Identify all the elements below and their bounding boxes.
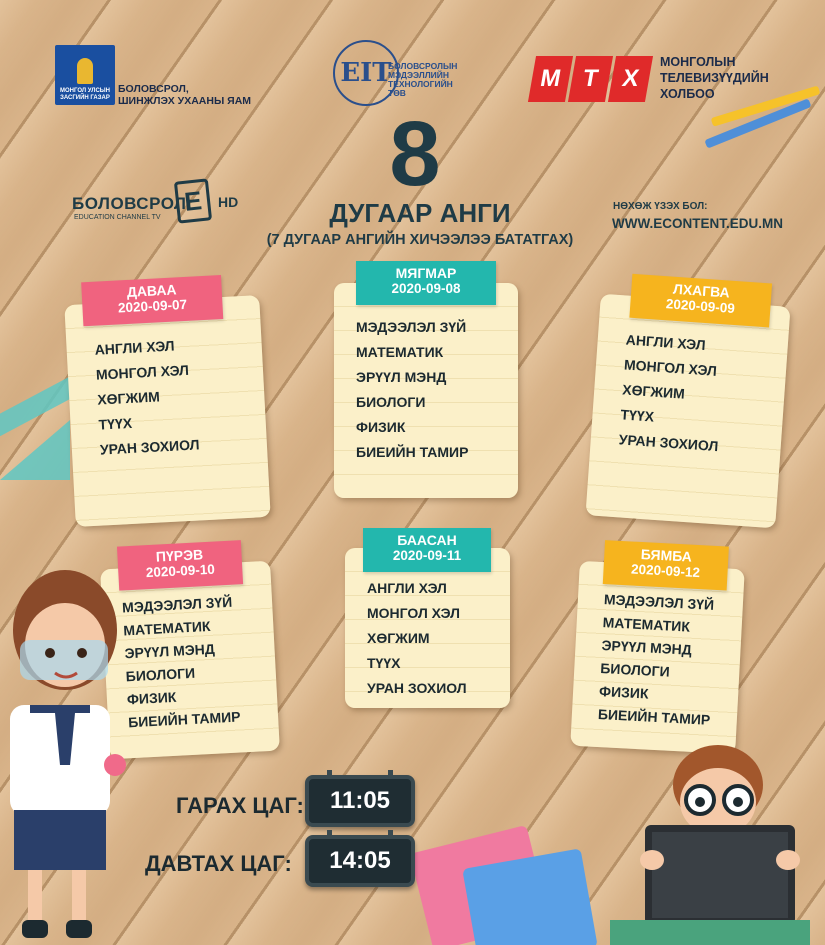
subject-item: ХӨГЖИМ xyxy=(96,388,161,408)
ministry-name: БОЛОВСРОЛ, ШИНЖЛЭХ УХААНЫ ЯАМ xyxy=(118,83,252,107)
subject-list xyxy=(618,328,726,460)
watch-again-url[interactable]: WWW.ECONTENT.EDU.MN xyxy=(612,216,783,231)
eit-logo xyxy=(333,40,483,106)
subject-item: МЭДЭЭЛЭЛ ЗҮЙ xyxy=(356,319,467,335)
day-date: 2020-09-10 xyxy=(145,561,216,581)
eit-mark: EIT xyxy=(333,40,399,106)
day-name: ЛХАГВА xyxy=(672,280,731,301)
mtx-name: МОНГОЛЫН ТЕЛЕВИЗҮҮДИЙН ХОЛБОО xyxy=(660,55,769,101)
subject-item: УРАН ЗОХИОЛ xyxy=(99,436,200,458)
day-date: 2020-09-08 xyxy=(391,281,461,296)
day-badge xyxy=(356,261,496,305)
day-name: ПҮРЭВ xyxy=(155,546,204,565)
subject-item: БИЕИЙН ТАМИР xyxy=(597,705,711,728)
mtx-letter: М xyxy=(528,56,573,102)
channel-e-icon: E xyxy=(174,178,212,223)
mtx-letter: Т xyxy=(568,56,613,102)
day-badge xyxy=(363,528,491,572)
day-badge xyxy=(81,275,223,326)
day-card-friday xyxy=(345,532,510,708)
set-square-icon xyxy=(0,420,70,480)
day-name: БЯМБА xyxy=(640,545,693,565)
grade-number: 8 xyxy=(389,103,441,205)
day-card-tuesday xyxy=(334,265,518,498)
repeat-time-value: 14:05 xyxy=(305,835,415,887)
air-time-label: ГАРАХ ЦАГ: xyxy=(176,793,304,818)
subject-item: ХӨГЖИМ xyxy=(367,630,430,646)
day-card-saturday xyxy=(570,545,744,754)
repeat-time-label: ДАВТАХ ЦАГ: xyxy=(145,851,292,876)
subject-item: УРАН ЗОХИОЛ xyxy=(618,431,719,455)
subject-item: ФИЗИК xyxy=(598,683,649,702)
day-date: 2020-09-12 xyxy=(630,561,701,581)
subject-item: АНГЛИ ХЭЛ xyxy=(367,580,447,596)
mtx-logo xyxy=(532,56,650,102)
subject-item: ТҮҮХ xyxy=(98,414,133,433)
subject-item: МОНГОЛ ХЭЛ xyxy=(95,361,190,383)
day-badge xyxy=(629,274,772,328)
subject-item: ЭРҮҮЛ МЭНД xyxy=(124,640,216,662)
subject-item: ХӨГЖИМ xyxy=(621,381,686,402)
subject-item: ЭРҮҮЛ МЭНД xyxy=(356,369,447,385)
day-card-monday xyxy=(64,281,270,527)
day-name: МЯГМАР xyxy=(395,265,457,281)
ministry-emblem-text: МОНГОЛ УЛСЫН ЗАСГИЙН ГАЗАР xyxy=(60,88,110,101)
subject-item: АНГЛИ ХЭЛ xyxy=(94,337,175,358)
day-date: 2020-09-09 xyxy=(665,296,736,316)
grade-subtitle: (7 ДУГААР АНГИЙН ХИЧЭЭЛЭЭ БАТАТГАХ) xyxy=(266,232,574,248)
air-time-value: 11:05 xyxy=(305,775,415,827)
education-channel-logo xyxy=(72,180,252,228)
subject-item: ФИЗИК xyxy=(356,419,406,435)
subject-item: БИОЛОГИ xyxy=(356,394,426,410)
subject-item: МАТЕМАТИК xyxy=(602,614,691,635)
channel-name: БОЛОВСРОЛ xyxy=(72,194,187,213)
day-date: 2020-09-11 xyxy=(392,548,462,563)
ministry-emblem-logo xyxy=(55,45,115,105)
soyombo-icon xyxy=(77,58,93,84)
subject-item: МЭДЭЭЛЭЛ ЗҮЙ xyxy=(603,591,715,613)
day-card-wednesday xyxy=(585,280,790,529)
eit-name: БОЛОВСРОЛЫН МЭДЭЭЛЛИЙН ТЕХНОЛОГИЙН ТӨВ xyxy=(388,61,458,98)
subject-list xyxy=(597,588,717,732)
day-name: ДАВАА xyxy=(126,281,177,300)
mtx-letter: Х xyxy=(608,56,653,102)
subject-item: МОНГОЛ ХЭЛ xyxy=(367,605,460,621)
subject-list xyxy=(367,576,467,701)
subject-item: МАТЕМАТИК xyxy=(122,617,211,639)
subject-item: МОНГОЛ ХЭЛ xyxy=(623,356,718,379)
grade-title: ДУГААР АНГИ xyxy=(329,198,511,228)
channel-tagline: EDUCATION CHANNEL TV xyxy=(74,214,161,221)
channel-hd-label: HD xyxy=(218,194,239,210)
subject-item: МЭДЭЭЛЭЛ ЗҮЙ xyxy=(121,593,233,616)
subject-item: УРАН ЗОХИОЛ xyxy=(367,680,467,696)
boy-with-monitor-illustration xyxy=(600,730,820,945)
subject-item: ТҮҮХ xyxy=(620,406,655,425)
subject-item: БИЕИЙН ТАМИР xyxy=(356,444,469,460)
subject-list xyxy=(94,333,200,463)
subject-item: БИЕИЙН ТАМИР xyxy=(127,708,241,731)
subject-item: ЭРҮҮЛ МЭНД xyxy=(601,637,693,658)
subject-item: БИОЛОГИ xyxy=(125,664,196,685)
subject-list xyxy=(356,315,468,465)
subject-item: МАТЕМАТИК xyxy=(356,344,444,360)
day-date: 2020-09-07 xyxy=(117,296,188,316)
day-badge xyxy=(603,540,729,590)
subject-item: АНГЛИ ХЭЛ xyxy=(625,331,707,354)
day-name: БААСАН xyxy=(397,532,457,548)
subject-item: БИОЛОГИ xyxy=(599,660,671,680)
girl-student-illustration xyxy=(0,565,140,945)
subject-item: ТҮҮХ xyxy=(367,655,401,671)
subject-item: ФИЗИК xyxy=(126,688,177,708)
watch-again-label: НӨХӨЖ ҮЗЭХ БОЛ: xyxy=(613,201,708,212)
